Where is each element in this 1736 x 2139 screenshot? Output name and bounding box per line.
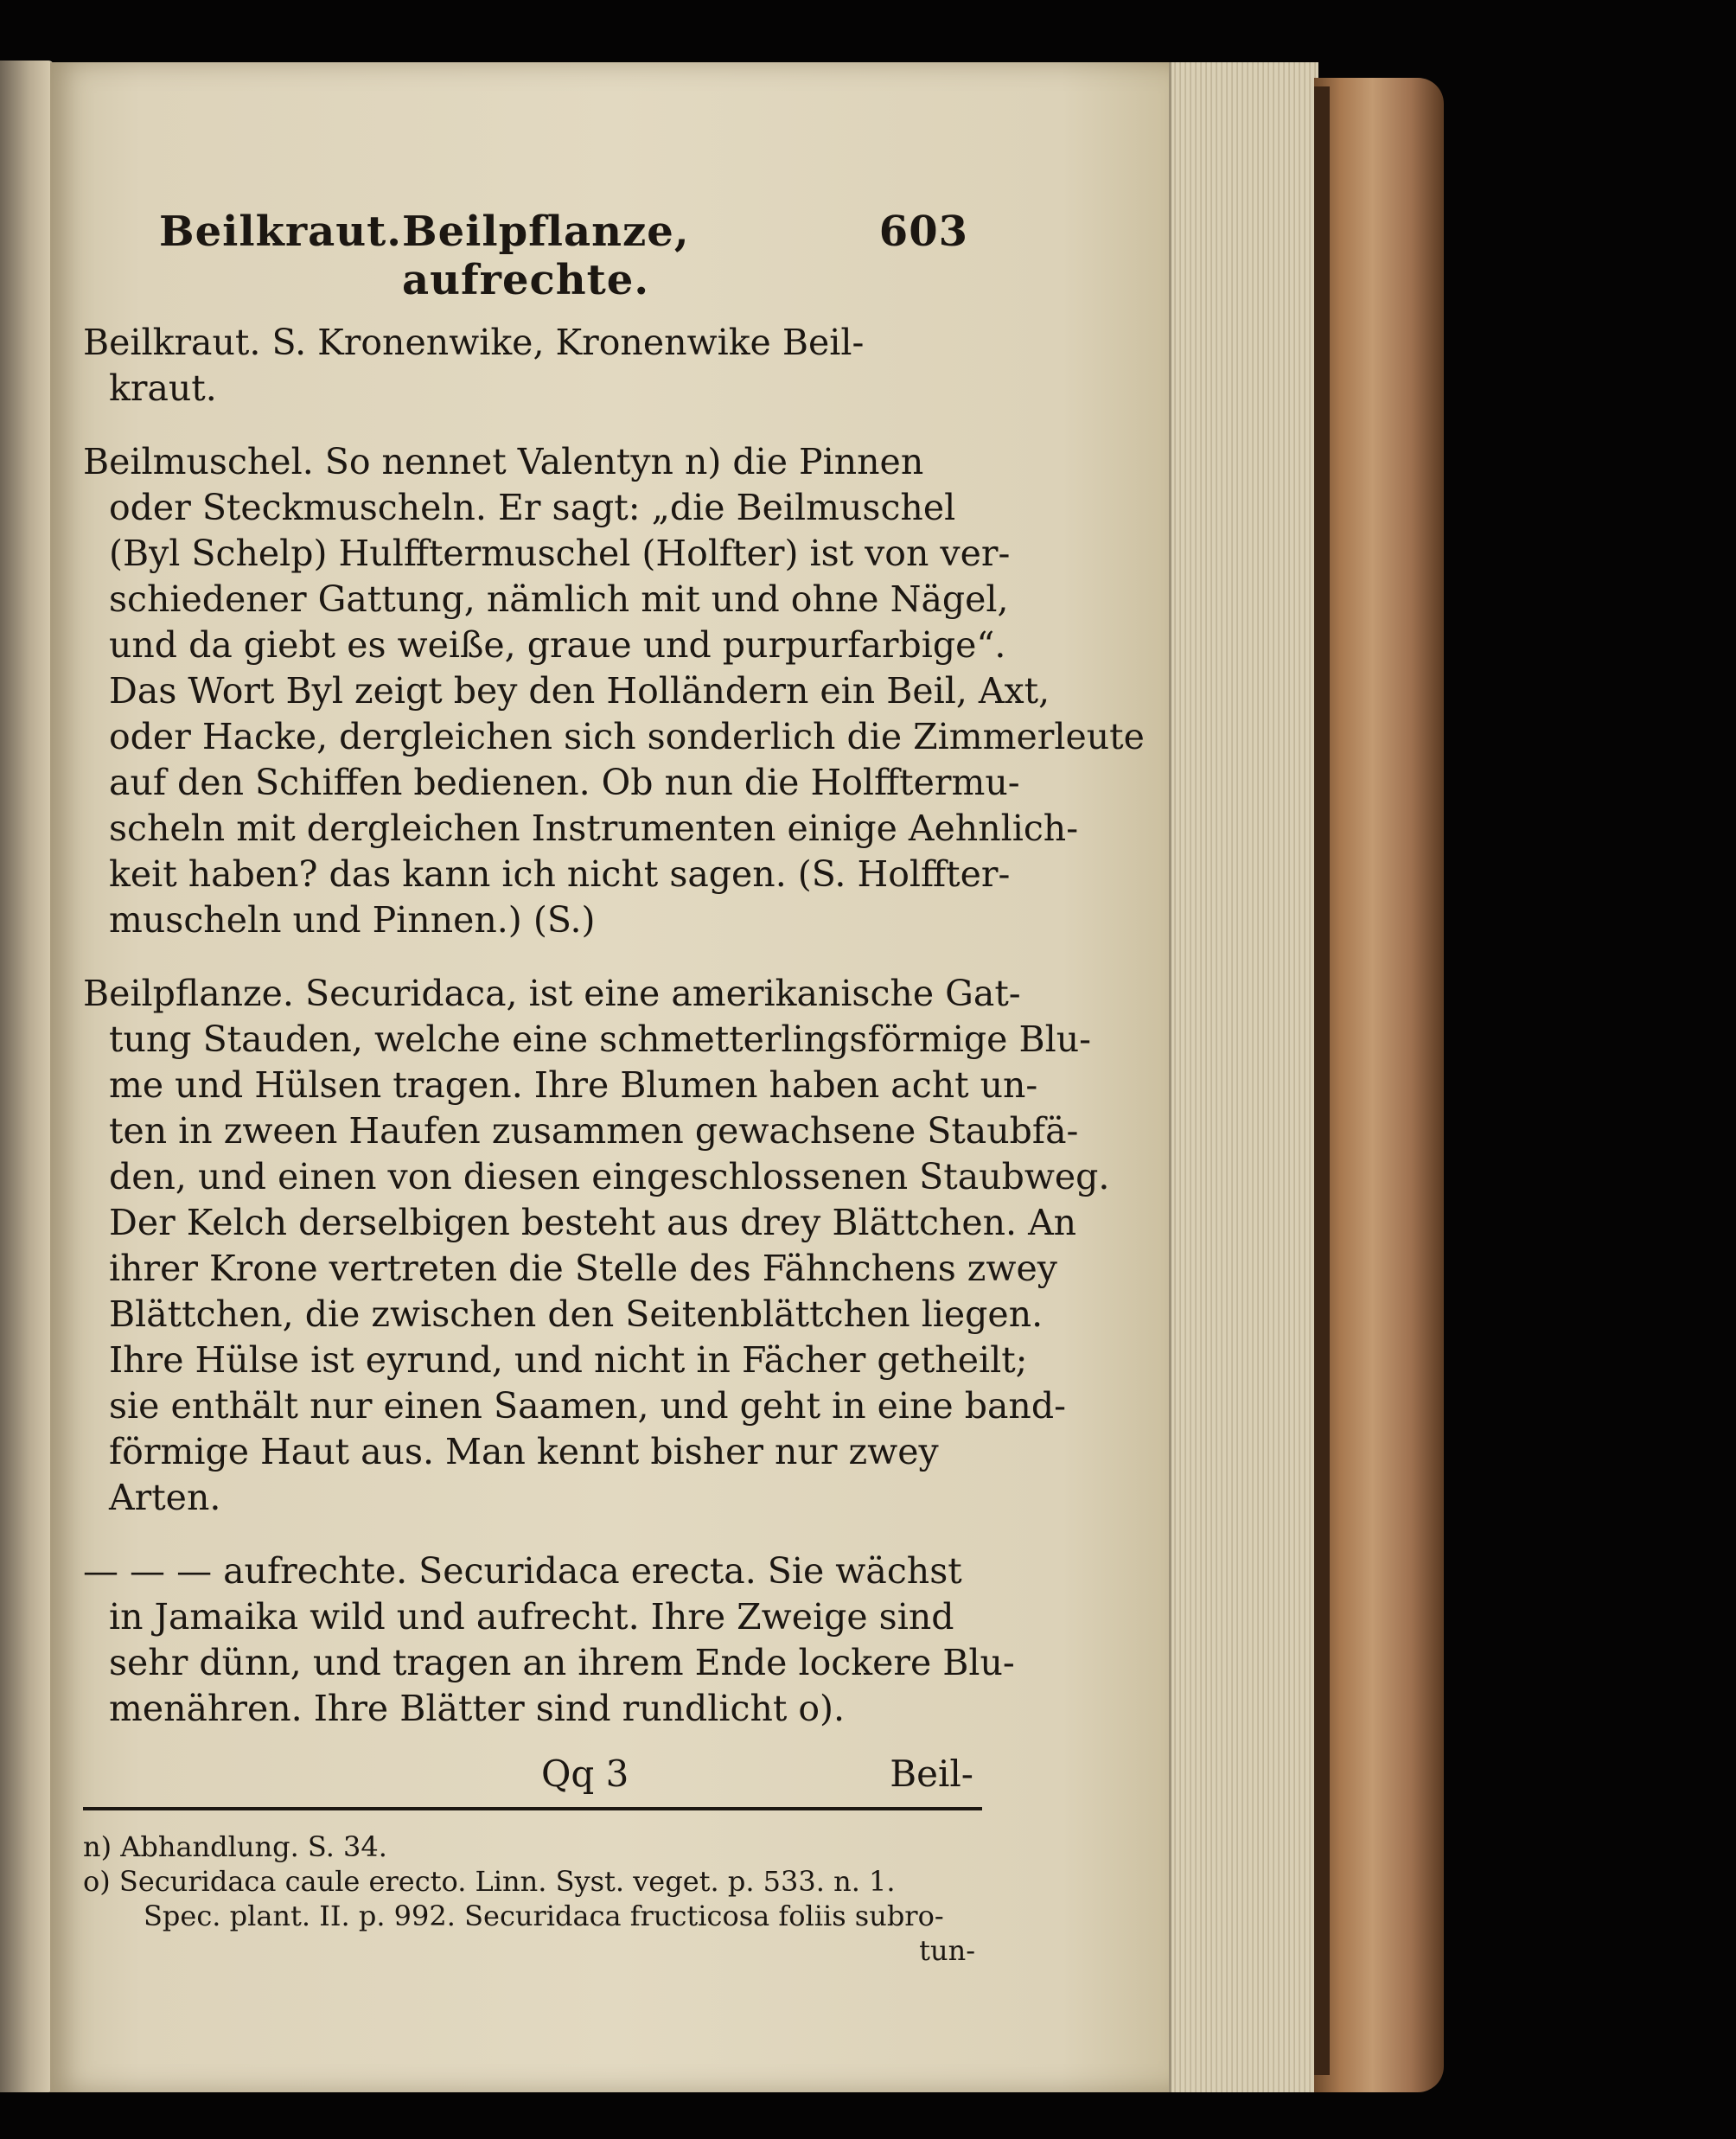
running-header xyxy=(83,208,982,304)
signature-mark: Qq 3 xyxy=(541,1753,629,1795)
page-number: 603 xyxy=(878,208,968,256)
text-line: kraut. xyxy=(109,367,217,409)
text-line: Der Kelch derselbigen besteht aus drey Blättchen. An xyxy=(109,1202,1077,1243)
entry-beilpflanze xyxy=(83,971,1110,1521)
text-line: schiedener Gattung, nämlich mit und ohne Nägel, xyxy=(109,578,1009,620)
catchword: Beil- xyxy=(890,1753,973,1795)
text-line: Beilpflanze. Securidaca, ist eine amerikanische Gat- xyxy=(83,973,1021,1014)
entry-aufrechte xyxy=(83,1548,1015,1732)
text-line: und da giebt es weiße, graue und purpurfarbige“. xyxy=(109,624,1006,666)
text-line: (Byl Schelp) Hulfftermuschel (Holfter) ist von ver- xyxy=(109,533,1011,574)
text-line: Beilmuschel. So nennet Valentyn n) die Pinnen xyxy=(83,441,924,482)
page-stack-edge xyxy=(1169,62,1318,2092)
text-line: sehr dünn, und tragen an ihrem Ende lockere Blu- xyxy=(109,1642,1015,1683)
entry-beilkraut xyxy=(83,320,982,412)
text-line: ten in zween Haufen zusammen gewachsene Staubfä- xyxy=(109,1110,1079,1152)
footnote-line: o) Securidaca caule erecto. Linn. Syst. veget. p. 533. n. 1. xyxy=(83,1865,896,1898)
text-line: förmige Haut aus. Man kennt bisher nur zwey xyxy=(109,1431,939,1472)
text-line: menähren. Ihre Blätter sind rundlicht o). xyxy=(109,1688,846,1729)
cover-inner-edge xyxy=(1314,86,1330,2075)
text-line: tung Stauden, welche eine schmetterlingsförmige Blu- xyxy=(109,1018,1091,1060)
left-page-edge xyxy=(0,61,54,2092)
footnote-line: tun- xyxy=(919,1934,975,1967)
text-line: ihrer Krone vertreten die Stelle des Fähnchens zwey xyxy=(109,1248,1057,1289)
text-line: in Jamaika wild und aufrecht. Ihre Zweige sind xyxy=(109,1596,954,1638)
text-line: Ihre Hülse ist eyrund, und nicht in Fächer getheilt; xyxy=(109,1339,1028,1381)
header-left: Beilkraut. xyxy=(159,208,403,256)
text-line: scheln mit dergleichen Instrumenten einige Aehnlich- xyxy=(109,808,1079,849)
text-line: muscheln und Pinnen.) (S.) xyxy=(109,899,596,941)
book-cover xyxy=(1314,78,1444,2092)
text-line: oder Hacke, dergleichen sich sonderlich die Zimmerleute xyxy=(109,716,1145,757)
catchline xyxy=(83,1753,982,1795)
text-line: oder Steckmuscheln. Er sagt: „die Beilmuschel xyxy=(109,487,956,528)
page-text xyxy=(83,208,1145,1968)
text-line: den, und einen von diesen eingeschlossenen Staubweg. xyxy=(109,1156,1110,1197)
text-line: Beilkraut. S. Kronenwike, Kronenwike Beil- xyxy=(83,322,865,363)
footnote-line: Spec. plant. II. p. 992. Securidaca fructicosa foliis subro- xyxy=(144,1900,944,1932)
text-line: Blättchen, die zwischen den Seitenblättchen liegen. xyxy=(109,1293,1044,1335)
header-center: Beilpflanze, aufrechte. xyxy=(402,208,690,304)
text-line: — — — aufrechte. Securidaca erecta. Sie wächst xyxy=(83,1550,962,1592)
text-line: sie enthält nur einen Saamen, und geht in eine band- xyxy=(109,1385,1066,1427)
footnote-rule xyxy=(83,1807,982,1810)
footnote-line: n) Abhandlung. S. 34. xyxy=(83,1830,387,1863)
entry-beilmuschel xyxy=(83,439,1145,943)
text-line: Arten. xyxy=(109,1477,221,1518)
text-line: Das Wort Byl zeigt bey den Holländern ein Beil, Axt, xyxy=(109,670,1050,712)
text-line: me und Hülsen tragen. Ihre Blumen haben acht un- xyxy=(109,1064,1038,1106)
footnotes xyxy=(83,1829,982,1968)
text-line: auf den Schiffen bedienen. Ob nun die Holfftermu- xyxy=(109,762,1020,803)
text-line: keit haben? das kann ich nicht sagen. (S. Holffter- xyxy=(109,853,1011,895)
